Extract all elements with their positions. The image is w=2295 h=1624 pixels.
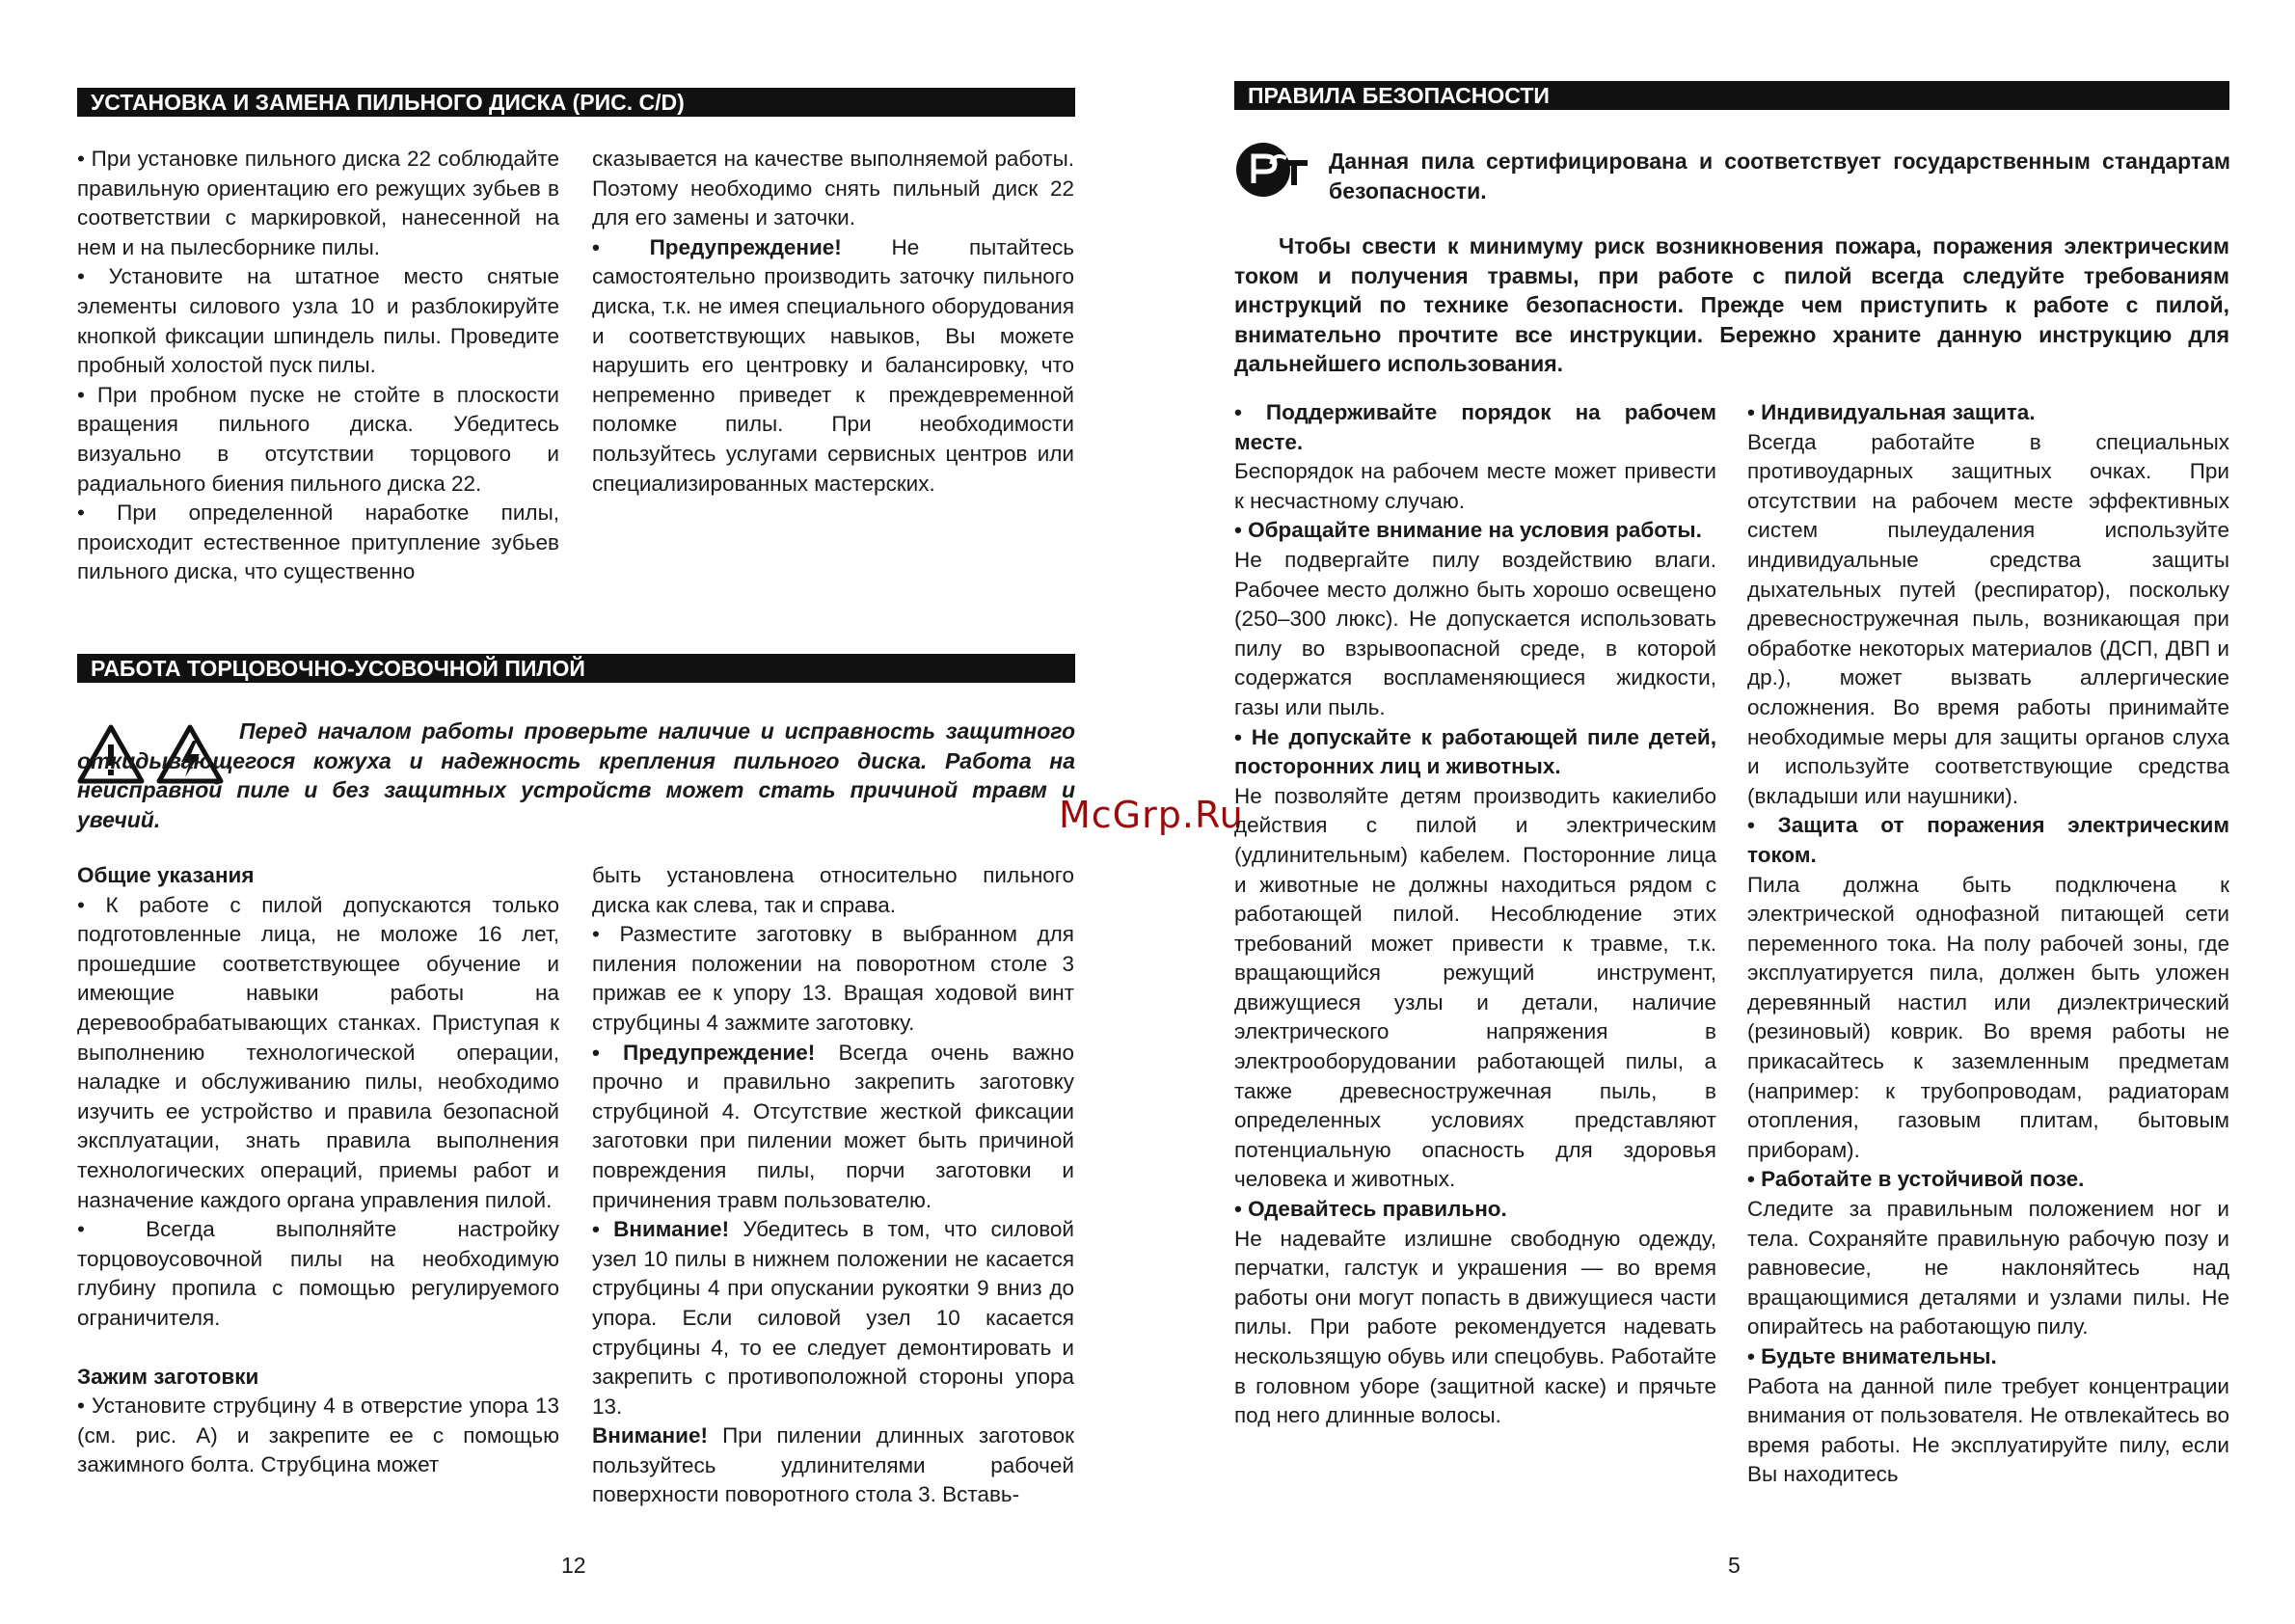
operation-col2	[592, 861, 1074, 1510]
rule-heading: • Защита от поражения электрическим током.	[1747, 813, 2229, 867]
paragraph: сказывается на качестве выполняемой работы. Поэтому необходимо снять пильный диск 22 для его замены и заточки.	[592, 147, 1074, 230]
safety-warning-text: Перед началом работы проверьте наличие и исправность защитного откидывающегося кожуха и надежность крепления пильного диска. Работа на неисправной пиле и без защитных устройств может стать причиной травм и увечий.	[77, 718, 1075, 832]
warning-text: Не пытайтесь самостоятельно производить заточку пильного диска, т.к. не имея специального оборудования и соответствующих навыков, Вы можете нарушить его центровку и балансировку, что непременно приведет к преждевременной поломке пилы. При необходимости пользуйтесь услугами сервисных центров или специализированных мастерских.	[592, 234, 1075, 496]
rule-heading: • Будьте внимательны.	[1747, 1344, 1997, 1368]
paragraph	[592, 1215, 1074, 1421]
rule-text: Беспорядок на рабочем месте может привести к несчастному случаю.	[1234, 459, 1716, 513]
page-number-left: 12	[561, 1553, 586, 1578]
certification-text: Данная пила сертифицирована и соответствует государственным стандартам безопасности.	[1329, 149, 2230, 203]
paragraph	[592, 1421, 1074, 1510]
safety-col1	[1234, 398, 1716, 1431]
rule-text: Работа на данной пиле требует концентрации внимания от пользователя. Не отвлекайтесь во время работы. Не эксплуатируйте пилу, если Вы находитесь	[1747, 1373, 2229, 1487]
paragraph: • Установите на штатное место снятые элементы силового узла 10 и разблокируйте кнопкой фиксации шпиндель пилы. Проведите пробный холостой пуск пилы.	[77, 264, 559, 378]
paragraph	[592, 233, 1074, 499]
rule-text: Следите за правильным положением ног и тела. Сохраняйте правильную рабочую позу и равновесие, не наклоняйтесь над вращающимися деталями и узлами пилы. Не опирайтесь на работающую пилу.	[1747, 1197, 2229, 1340]
rule-text: Не надевайте излишне свободную одежду, перчатки, галстук и украшения — во время работы они могут попасть в движущиеся части пилы. При работе рекомендуется надевать нескользящую обувь или спецобувь. Работайте в головном уборе (защитной каске) и прячьте под него длинные волосы.	[1234, 1226, 1716, 1428]
warning-label: • Предупреждение!	[592, 234, 842, 259]
watermark: McGrp.Ru	[1059, 794, 1244, 836]
paragraph: • При пробном пуске не стойте в плоскости вращения пильного диска. Убедитесь визуально в отсутствии торцового и радиального биения пильного диска 22.	[77, 382, 559, 496]
attention-label: • Внимание!	[592, 1217, 730, 1242]
general-title: Общие указания	[77, 863, 255, 887]
rule-heading: • Работайте в устойчивой позе.	[1747, 1167, 2085, 1192]
certification-mark-icon	[1232, 139, 1310, 201]
rule-text: Не позволяйте детям производить какиелибо действия с пилой и электрическим (удлинительным) кабелем. Посторонние лица и животные не должны находиться рядом с работающей пилой. Несоблюдение этих требований может привести к травме, т.к. вращающийся режущий инструмент, движущиеся узлы и детали, наличие электрического напряжения в электрооборудовании работающей пилы, а также древесностружечная пыль, в определенных условиях представляют потенциальную опасность для здоровья человека и животных.	[1234, 783, 1716, 1192]
rule-heading: • Обращайте внимание на условия работы.	[1234, 518, 1702, 543]
rule-heading: • Индивидуальная защита.	[1747, 400, 2036, 424]
rule-text: Не подвергайте пилу воздействию влаги. Рабочее место должно быть хорошо освещено (250–300 люкс). Не допускается использовать пилу во взрывоопасной среде, в которой содержатся воспламеняющиеся жидкости, газы или пыль.	[1234, 547, 1716, 719]
section-header-saw-operation: РАБОТА ТОРЦОВОЧНО-УСОВОЧНОЙ ПИЛОЙ	[77, 654, 1075, 683]
paragraph: • При определенной наработке пилы, происходит естественное притупление зубьев пильного диска, что существенно	[77, 501, 559, 584]
safety-intro: Чтобы свести к минимуму риск возникновения пожара, поражения электрическим током и получения травмы, при работе с пилой всегда следуйте требованиям инструкций по технике безопасности. Прежде чем приступить к работе с пилой, внимательно прочтите все инструкции. Бережно храните данную инструкцию для дальнейшего использования.	[1234, 233, 2229, 376]
paragraph: • Разместите заготовку в выбранном для пиления положении на поворотном столе 3 прижав ее к упору 13. Вращая ходовой винт струбцины 4 зажмите заготовку.	[592, 922, 1074, 1035]
clamp-title: Зажим заготовки	[77, 1364, 259, 1389]
rule-heading: • Поддерживайте порядок на рабочем месте.	[1234, 400, 1716, 454]
safety-col2	[1747, 398, 2229, 1490]
warning-text: Всегда очень важно прочно и правильно закрепить заготовку струбциной 4. Отсутствие жесткой фиксации заготовки при пилении может быть причиной повреждения пилы, порчи заготовки и причинения травм пользователю.	[592, 1040, 1074, 1212]
rule-text: Пила должна быть подключена к электрической однофазной питающей сети переменного тока. На полу рабочей зоны, где эксплуатируется пила, должен быть уложен деревянный настил или диэлектрический (резиновый) коврик. Во время работы не прикасайтесь к заземленным предметам (например: к трубопроводам, радиаторам отопления, газовым плитам, бытовым приборам).	[1747, 872, 2229, 1162]
paragraph: • Всегда выполняйте настройку торцовоусовочной пилы на необходимую глубину пропила с помощью регулируемого ограничителя.	[77, 1217, 559, 1330]
rule-heading: • Не допускайте к работающей пиле детей, посторонних лиц и животных.	[1234, 724, 1716, 779]
rule-text: Всегда работайте в специальных противоударных защитных очках. При отсутствии на рабочем месте эффективных систем пылеудаления используйте индивидуальные средства защиты дыхательных путей (респиратор), поскольку древесностружечная пыль, возникающая при обработке некоторых материалов (ДСП, ДВП и др.), может вызвать аллергические осложнения. Во время работы принимайте необходимые меры для защиты органов слуха и используйте соответствующие средства (вкладыши или наушники).	[1747, 429, 2229, 808]
warning-label: • Предупреждение!	[592, 1040, 816, 1065]
attention-text: При пилении длинных заготовок пользуйтесь удлинителями рабочей поверхности поворотного стола 3. Вставь-	[592, 1423, 1074, 1507]
paragraph: быть установлена относительно пильного диска как слева, так и справа.	[592, 863, 1074, 917]
blade-install-col2	[592, 145, 1074, 499]
paragraph: • При установке пильного диска 22 соблюдайте правильную ориентацию его режущих зубьев в соответствии с маркировкой, нанесенной на нем и на пылесборнике пилы.	[77, 147, 559, 259]
page-number-right: 5	[1728, 1553, 1741, 1578]
paragraph: • Установите струбцину 4 в отверстие упора 13 (см. рис. А) и закрепите ее с помощью зажимного болта. Струбцина может	[77, 1394, 559, 1477]
blade-install-col1	[77, 145, 559, 587]
paragraph	[592, 1039, 1074, 1216]
operation-col1	[77, 861, 559, 1480]
rule-heading: • Одевайтесь правильно.	[1234, 1197, 1507, 1222]
section-header-safety-rules: ПРАВИЛА БЕЗОПАСНОСТИ	[1234, 81, 2229, 110]
paragraph: • К работе с пилой допускаются только подготовленные лица, не моложе 16 лет, прошедшие соответствующее обучение и имеющие навыки работы на деревообрабатывающих станках. Приступая к выполнению технологической операции, наладке и обслуживанию пилы, необходимо изучить ее устройство и правила безопасной эксплуатации, знать правила выполнения технологических операций, приемы работ и назначение каждого органа управления пилой.	[77, 892, 559, 1212]
section-header-blade-install: УСТАНОВКА И ЗАМЕНА ПИЛЬНОГО ДИСКА (РИС. C/D)	[77, 88, 1075, 117]
attention-text: Убедитесь в том, что силовой узел 10 пилы в нижнем положении не касается струбцины 4 при опускании рукоятки 9 вниз до упора. Если силовой узел 10 касается струбцины 4, то ее следует демонтировать и закрепить с противоположной стороны упора 13.	[592, 1217, 1074, 1419]
attention-label: Внимание!	[592, 1423, 708, 1448]
